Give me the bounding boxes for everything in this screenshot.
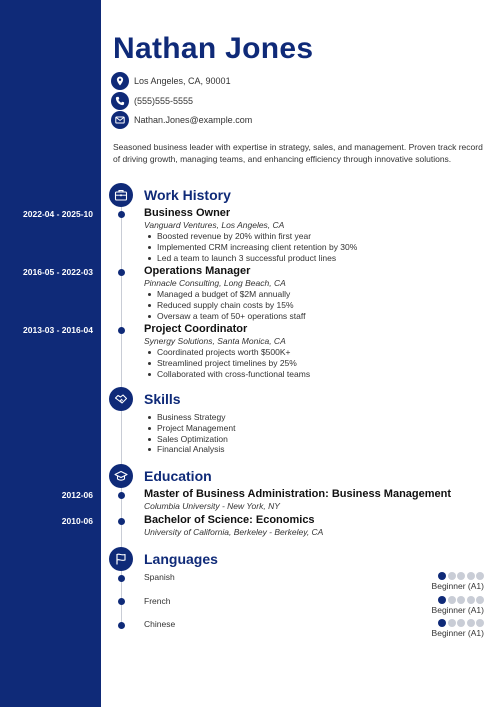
work-entry [144, 207, 489, 263]
contact-location [111, 72, 231, 90]
rating-dot-empty [467, 572, 475, 580]
rating-dot-filled [438, 596, 446, 604]
job-title: Operations Manager [144, 265, 251, 277]
skills-heading: Skills [144, 391, 181, 407]
rating-dot-empty [457, 596, 465, 604]
location-pin-icon [111, 72, 129, 90]
rating-dot-filled [438, 619, 446, 627]
degree-title: Master of Business Administration: Business Management [144, 488, 452, 500]
rating-dot-empty [457, 572, 465, 580]
phone-icon [111, 92, 129, 110]
contact-email-text: Nathan.Jones@example.com [134, 115, 253, 125]
timeline-dot [118, 211, 125, 218]
job-bullet: Oversaw a team of 50+ operations staff [144, 311, 489, 322]
briefcase-icon [109, 183, 133, 207]
rating-dot-empty [448, 596, 456, 604]
work-dates: 2016-05 - 2022-03 [23, 267, 93, 277]
envelope-icon [111, 111, 129, 129]
timeline-dot [118, 598, 125, 605]
rating-dot-filled [438, 572, 446, 580]
timeline-dot [118, 575, 125, 582]
rating-dots [437, 619, 485, 627]
skill-item: Project Management [144, 423, 235, 434]
job-bullet: Reduced supply chain costs by 15% [144, 300, 489, 311]
language-level: Beginner (A1) [431, 581, 484, 591]
rating-dot-empty [467, 619, 475, 627]
rating-dot-empty [476, 619, 484, 627]
timeline-dot [118, 327, 125, 334]
language-rating [432, 596, 484, 615]
skills-list [144, 412, 235, 455]
job-company: Pinnacle Consulting, Long Beach, CA [144, 278, 286, 288]
flag-icon [109, 547, 133, 571]
skill-item: Financial Analysis [144, 444, 235, 455]
job-bullet: Led a team to launch 3 successful product lines [144, 253, 489, 264]
rating-dots [437, 572, 485, 580]
language-name: Spanish [144, 572, 175, 582]
job-bullet: Managed a budget of $2M annually [144, 289, 489, 300]
job-title: Business Owner [144, 207, 231, 219]
education-date: 2010-06 [61, 516, 93, 526]
language-rating [432, 572, 484, 591]
timeline-dot [118, 518, 125, 525]
job-title: Project Coordinator [144, 323, 248, 335]
rating-dot-empty [448, 619, 456, 627]
language-level: Beginner (A1) [431, 605, 484, 615]
contact-email [111, 111, 252, 129]
skill-item: Sales Optimization [144, 434, 235, 445]
candidate-name: Nathan Jones [113, 32, 314, 65]
timeline-dot [118, 269, 125, 276]
language-level: Beginner (A1) [431, 628, 484, 638]
school-name: Columbia University - New York, NY [144, 501, 280, 511]
rating-dot-empty [457, 619, 465, 627]
skill-item: Business Strategy [144, 412, 235, 423]
job-bullet: Boosted revenue by 20% within first year [144, 231, 489, 242]
rating-dot-empty [476, 572, 484, 580]
education-entry [144, 514, 489, 538]
work-entry [144, 265, 489, 321]
education-heading: Education [144, 468, 212, 484]
contact-phone [111, 92, 193, 110]
handshake-icon [109, 387, 133, 411]
job-bullet: Collaborated with cross-functional teams [144, 369, 489, 380]
work-dates: 2013-03 - 2016-04 [23, 325, 93, 335]
job-company: Vanguard Ventures, Los Angeles, CA [144, 220, 285, 230]
contact-phone-text: (555)555-5555 [134, 96, 194, 106]
language-name: French [144, 596, 171, 606]
school-name: University of California, Berkeley - Berkeley, CA [144, 527, 324, 537]
education-entry [144, 488, 489, 512]
rating-dot-empty [476, 596, 484, 604]
work-entry [144, 323, 489, 379]
graduation-cap-icon [109, 464, 133, 488]
education-date: 2012-06 [61, 490, 93, 500]
professional-summary: Seasoned business leader with expertise in strategy, sales, and management. Proven track record of driving growth, managing teams, and enhancing efficiency through innovative solutions. [113, 142, 483, 164]
language-name: Chinese [144, 619, 176, 629]
job-bullet: Coordinated projects worth $500K+ [144, 347, 489, 358]
contact-location-text: Los Angeles, CA, 90001 [134, 76, 231, 86]
work-dates: 2022-04 - 2025-10 [23, 209, 93, 219]
languages-heading: Languages [144, 551, 218, 567]
language-rating [432, 619, 484, 638]
job-bullet: Implemented CRM increasing client retention by 30% [144, 242, 489, 253]
sidebar [0, 0, 101, 707]
job-bullet: Streamlined project timelines by 25% [144, 358, 489, 369]
rating-dot-empty [467, 596, 475, 604]
rating-dots [437, 596, 485, 604]
job-company: Synergy Solutions, Santa Monica, CA [144, 336, 286, 346]
timeline-dot [118, 622, 125, 629]
degree-title: Bachelor of Science: Economics [144, 514, 315, 526]
work-history-heading: Work History [144, 187, 231, 203]
rating-dot-empty [448, 572, 456, 580]
timeline-dot [118, 492, 125, 499]
